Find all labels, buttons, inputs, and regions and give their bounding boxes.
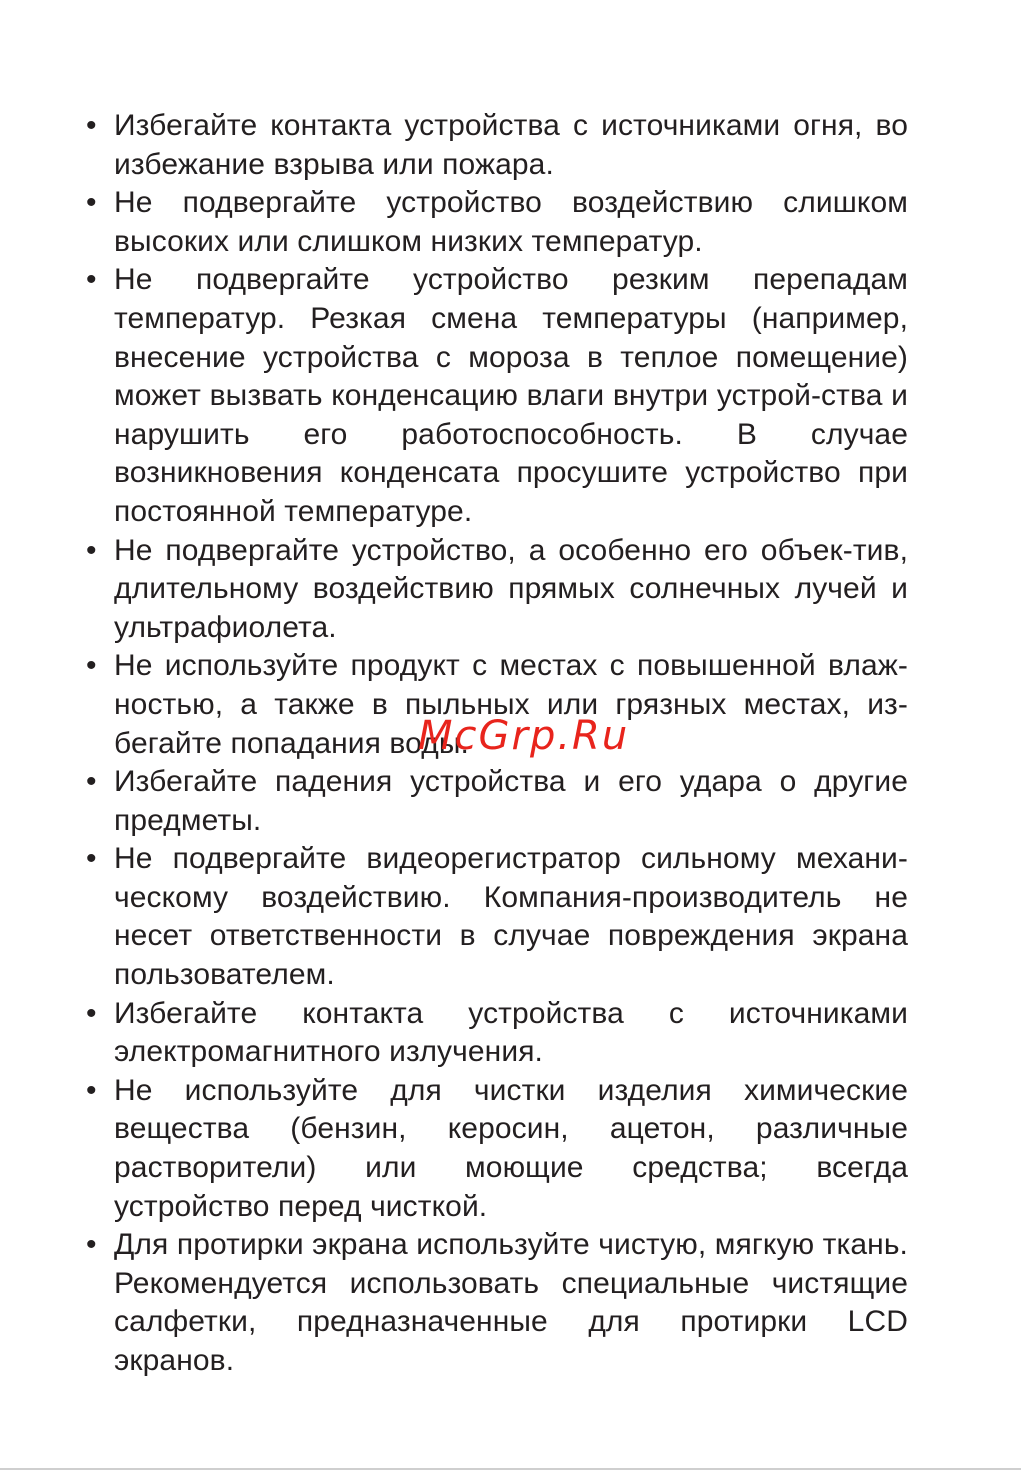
list-item [86,184,908,261]
list-item-text: Не используйте продукт с местах с повышенной влаж-ностью, а также в пыльных или грязных местах, из-бегайте попадания воды. [114,649,908,760]
list-item-text: Избегайте контакта устройства с источниками электромагнитного излучения. [114,996,908,1069]
list-item-text: Не подвергайте устройство резким перепадам температур. Резкая смена температуры (например, внесение устройства с мороза в теплое помещение) может вызвать конденсацию влаги внутри устрой-ства и нарушить его работоспособность. В случае возникновения конденсата просушите устройство при постоянной температуре. [114,263,908,528]
list-item [86,840,908,994]
list-item [86,995,908,1072]
bullet-marker: • [86,842,97,876]
list-item [86,261,908,531]
list-item-text: Не подвергайте устройство воздействию слишком высоких или слишком низких температур. [114,186,908,258]
page-bottom-edge [0,1468,1021,1470]
bullet-marker: • [86,649,97,683]
list-item-text: Не используйте для чистки изделия химические вещества (бензин, керосин, ацетон, различные растворители) или моющие средства; всегда устройство перед чисткой. [114,1073,908,1223]
bullet-marker: • [86,996,97,1030]
bullet-marker: • [86,263,97,297]
list-item-text: Избегайте падения устройства и его удара о другие предметы. [114,765,908,837]
list-item [86,1226,908,1380]
list-item [86,763,908,840]
bullet-marker: • [86,765,97,799]
list-item-text: Не подвергайте видеорегистратор сильному механи-ческому воздействию. Компания-производитель не несет ответственности в случае повреждения экрана пользователем. [114,842,908,992]
bullet-marker: • [86,186,97,220]
list-item [86,532,908,648]
bullet-marker: • [86,1228,97,1262]
bullet-marker: • [86,1073,97,1107]
list-item-text: Не подвергайте устройство, а особенно его объек-тив, длительному воздействию прямых солнечных лучей и ультрафиолета. [114,533,908,644]
watermark: McGrp.Ru [418,713,630,759]
list-item-text: Избегайте контакта устройства с источниками огня, во избежание взрыва или пожара. [114,109,908,181]
bullet-marker: • [86,533,97,567]
list-item-text: Для протирки экрана используйте чистую, мягкую ткань. Рекомендуется использовать специальные чистящие салфетки, предназначенные для протирки LCD экранов. [114,1228,908,1377]
bullet-marker: • [86,109,97,142]
list-item [86,1072,908,1226]
list-item [86,107,908,184]
